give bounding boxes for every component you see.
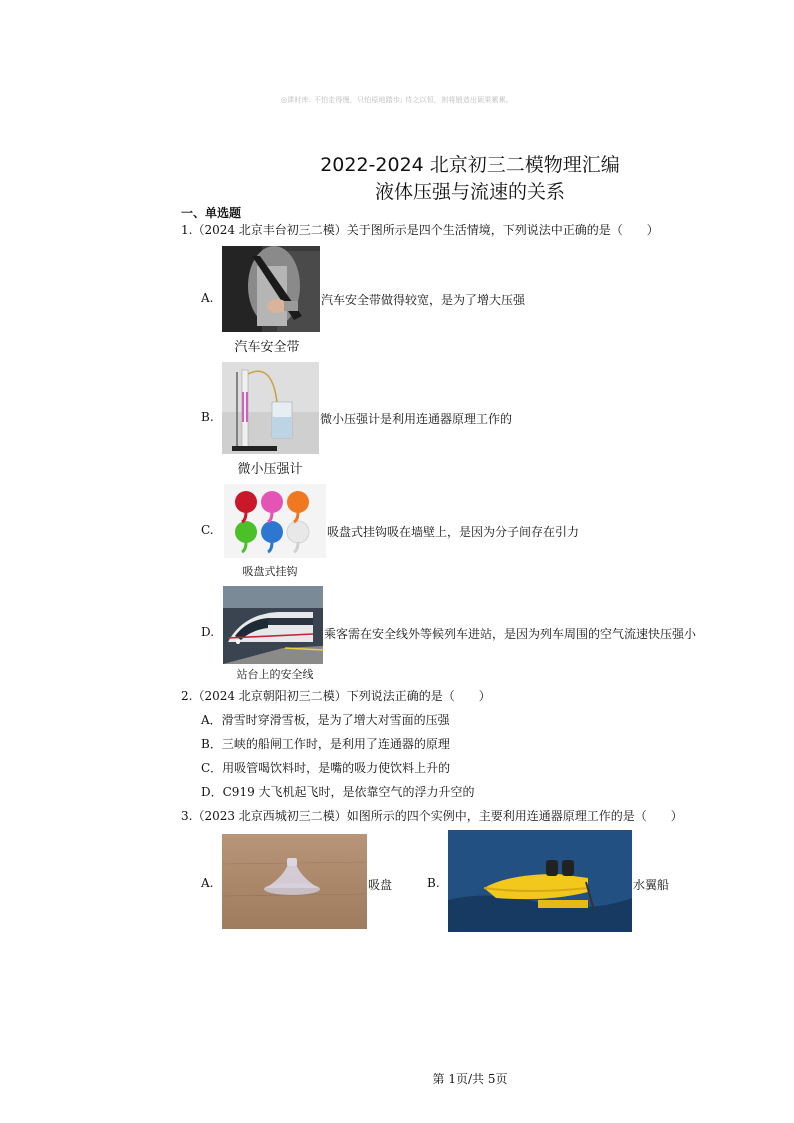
seatbelt-image <box>222 246 320 332</box>
suction-hooks-image <box>224 484 326 558</box>
q2-option-d: D．C919 大飞机起飞时，是依靠空气的浮力升空的 <box>201 785 475 799</box>
q3-option-a-text: 吸盘 <box>368 878 393 892</box>
q1-option-d-text: 乘客需在安全线外等候列车进站，是因为列车周围的空气流速快压强小 <box>324 627 697 641</box>
document-title: 2022-2024 北京初三二模物理汇编 <box>320 154 620 176</box>
q1-option-c-text: 吸盘式挂钩吸在墙壁上，是因为分子间存在引力 <box>327 525 580 539</box>
q1-option-a-text: 汽车安全带做得较宽，是为了增大压强 <box>321 293 526 307</box>
q1-option-b-caption: 微小压强计 <box>237 462 303 477</box>
q1-option-a-caption: 汽车安全带 <box>234 340 300 355</box>
q1-option-a-letter: A. <box>201 291 214 305</box>
q1-option-c-letter: C. <box>201 523 214 537</box>
q1-option-b-text: 微小压强计是利用连通器原理工作的 <box>320 412 513 426</box>
q3-option-b-letter: B. <box>427 876 440 890</box>
train-platform-image <box>223 586 323 664</box>
watermark: ◎课时库: 不怕走得慢，只怕原地踏步; 待之以恒，则将锻造出硕果累累。 <box>280 96 514 104</box>
suction-cup-image <box>222 834 367 929</box>
q1-option-b-letter: B. <box>201 410 214 424</box>
q2-option-b: B．三峡的船闸工作时，是利用了连通器的原理 <box>201 737 450 751</box>
hydrofoil-boat-image <box>448 830 632 932</box>
question-2-stem: 2.（2024 北京朝阳初三二模）下列说法正确的是（ ） <box>181 689 491 703</box>
page-footer: 第 1页/共 5页 <box>432 1072 508 1086</box>
question-3-stem: 3.（2023 北京西城初三二模）如图所示的四个实例中，主要利用连通器原理工作的是（ ） <box>181 809 683 823</box>
q1-option-c-caption: 吸盘式挂钩 <box>242 565 298 578</box>
document-subtitle: 液体压强与流速的关系 <box>374 181 565 203</box>
pressure-gauge-image <box>222 362 319 454</box>
q2-option-a: A．滑雪时穿滑雪板，是为了增大对雪面的压强 <box>201 713 450 727</box>
q3-option-b-text: 水翼船 <box>633 878 670 892</box>
section-heading: 一、单选题 <box>181 206 242 220</box>
question-1-stem: 1.（2024 北京丰台初三二模）关于图所示是四个生活情境，下列说法中正确的是（ ） <box>181 223 659 237</box>
q1-option-d-letter: D. <box>201 625 215 639</box>
q2-option-c: C．用吸管喝饮料时，是嘴的吸力使饮料上升的 <box>201 761 451 775</box>
q3-option-a-letter: A. <box>201 876 214 890</box>
q1-option-d-caption: 站台上的安全线 <box>236 668 314 681</box>
